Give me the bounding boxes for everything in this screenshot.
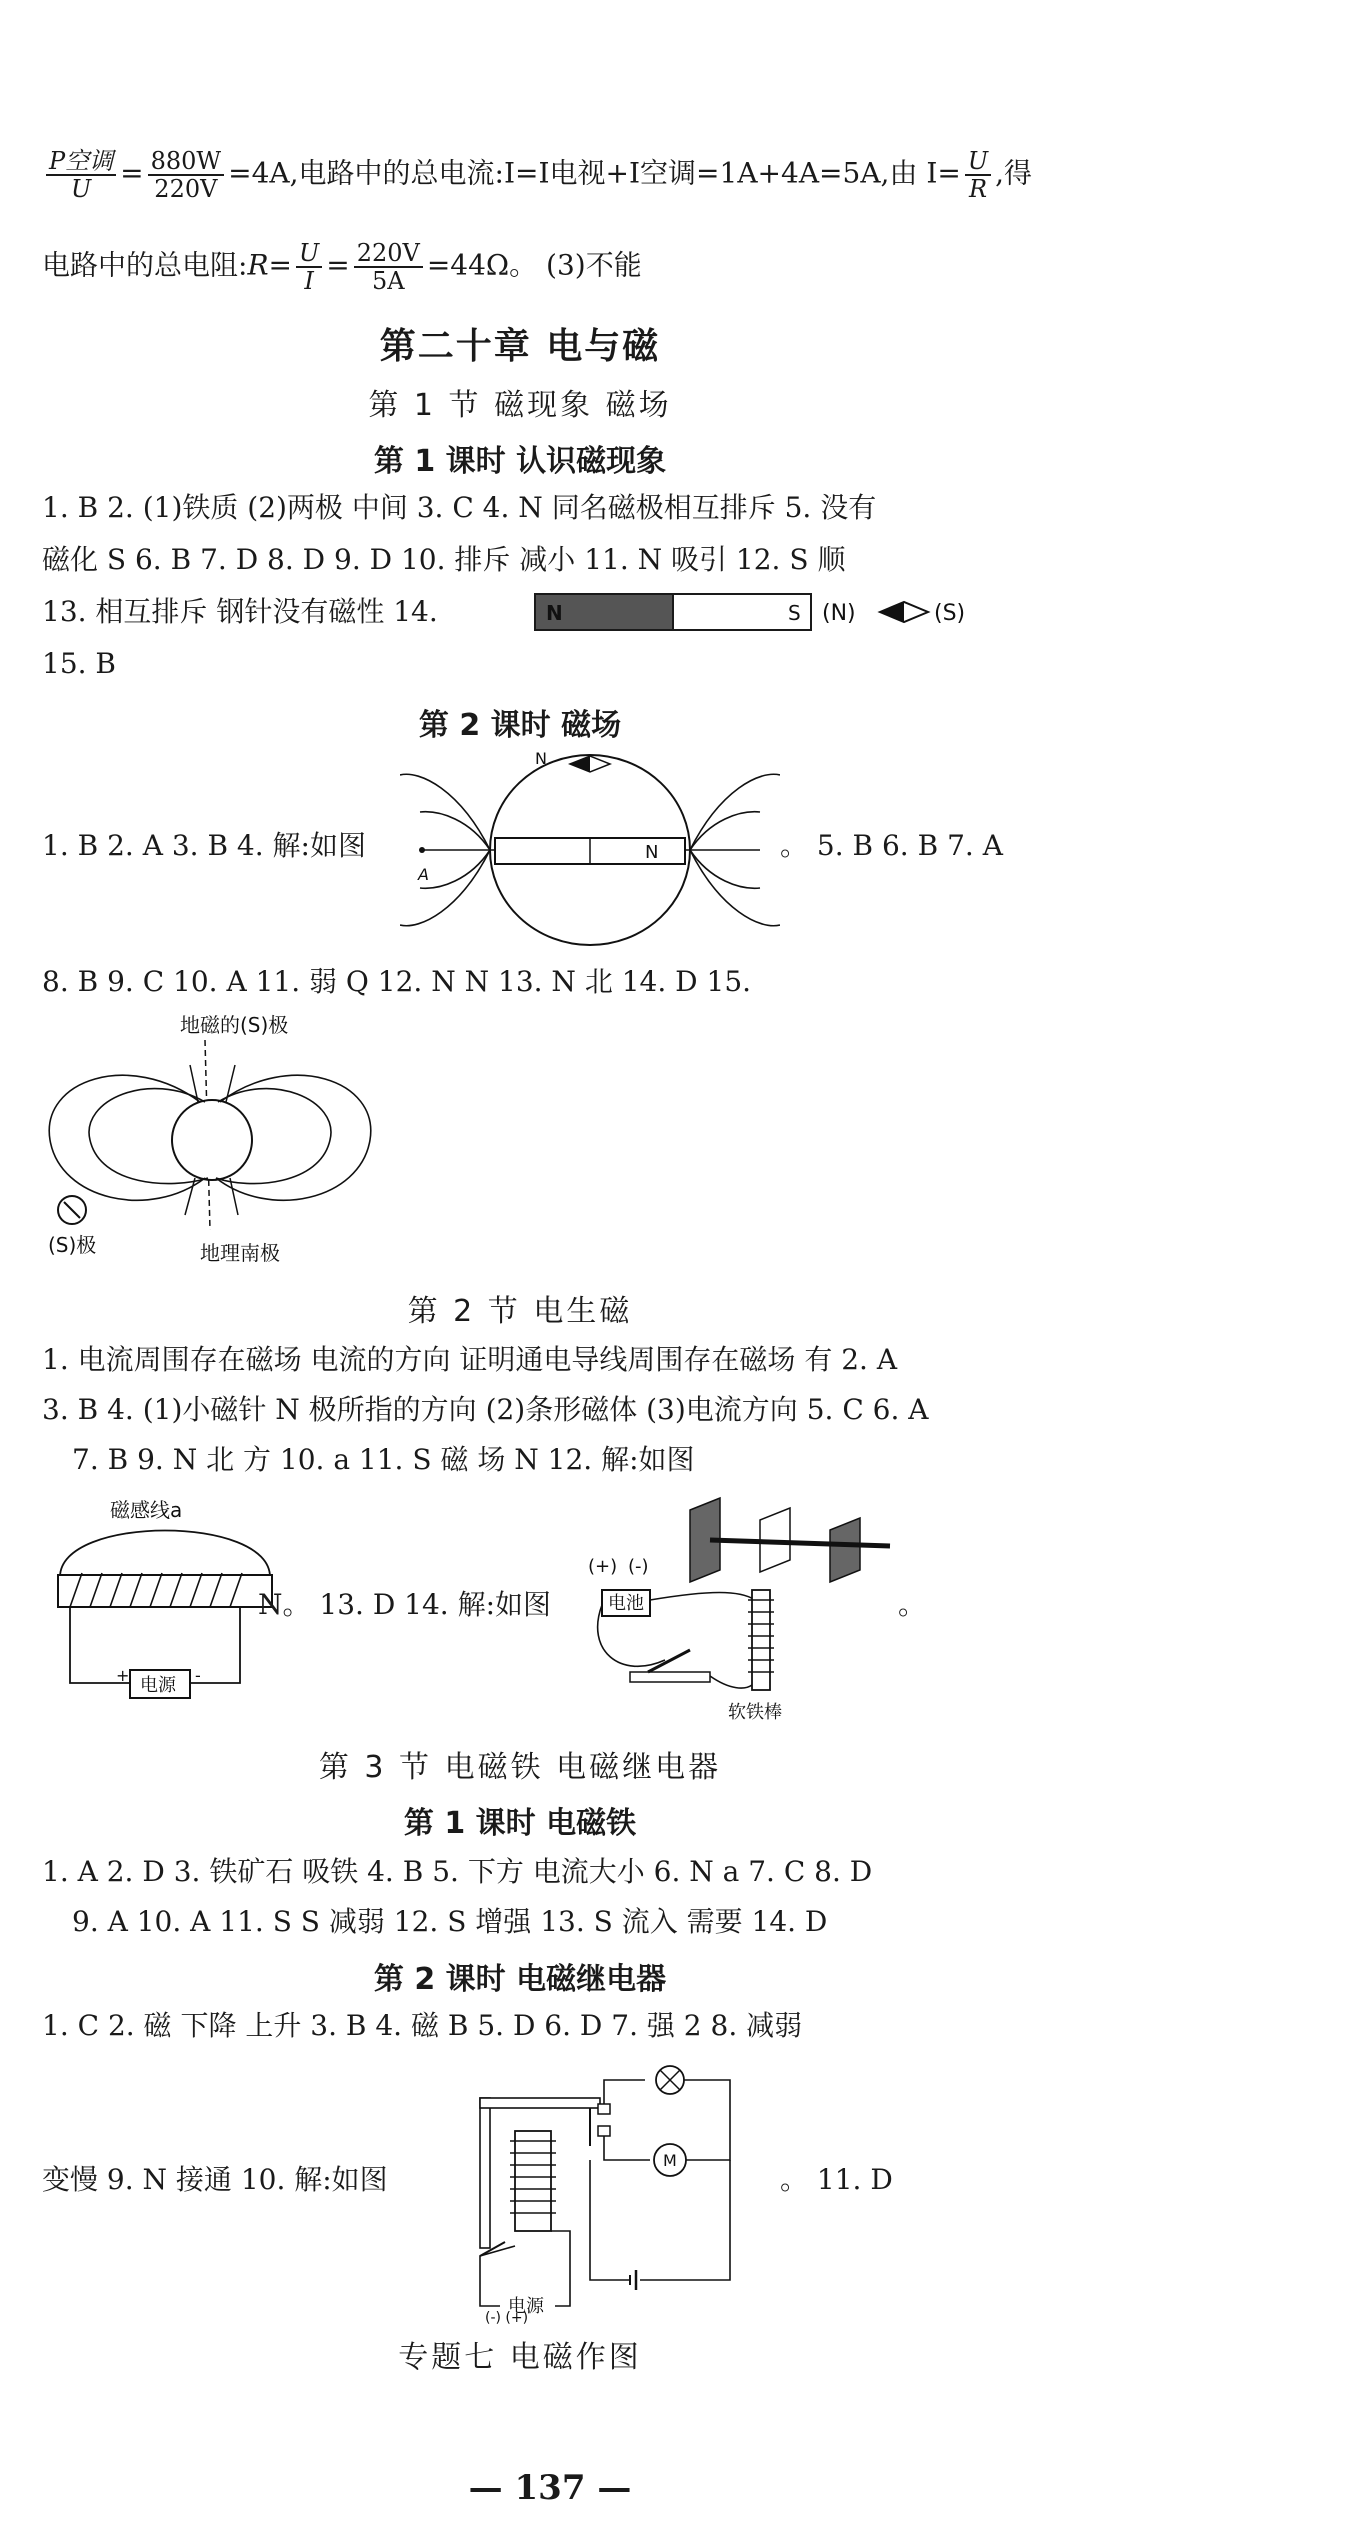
point-a-label: A: [418, 865, 429, 884]
s1l2-line-1-suffix: 。 5. B 6. B 7. A: [780, 829, 1003, 862]
switch-lever: [648, 1650, 690, 1672]
plus-label: +: [116, 1666, 130, 1685]
field-line-a: [60, 1531, 270, 1578]
earth-magnetic-field-figure: [40, 1010, 400, 1270]
relay-coil: [515, 2131, 551, 2231]
lesson-1-title: 第 1 课时 认识磁现象: [373, 444, 667, 479]
minus-label: -: [195, 1666, 201, 1685]
top-needle-n-label: N: [535, 750, 547, 768]
magnet-n-label: N: [546, 601, 563, 625]
formula-line-2: 电路中的总电阻:R= $\frac{U}{I}$ = $\frac{220V}{5A}$ =44Ω。 (3)不能: [42, 239, 642, 295]
magnet-s-label: S: [788, 601, 801, 625]
circuit-minus-label: (-): [628, 1556, 649, 1577]
s3l2-line-2-suffix: 。 11. D: [780, 2163, 893, 2196]
s3l2-line-2-prefix: 变慢 9. N 接通 10. 解:如图: [42, 2163, 388, 2196]
section-1-title: 第 1 节 磁现象 磁场: [368, 388, 672, 423]
fraction-u-over-r: $\frac{U}{R}$: [965, 148, 991, 202]
s1l1-line-1: 1. B 2. (1)铁质 (2)两极 中间 3. C 4. N 同名磁极相互排斥 5. 没有: [42, 491, 877, 524]
s3-lesson-2-title: 第 2 课时 电磁继电器: [373, 1962, 667, 1997]
topic-title: 专题七 电磁作图: [398, 2340, 642, 2375]
chapter-title: 第二十章 电与磁: [379, 326, 661, 367]
soft-iron-rod: [752, 1590, 770, 1690]
needle-s-label: (S): [934, 601, 966, 626]
relay-polarity-label: (-) (+): [485, 2310, 529, 2326]
s3-lesson-1-title: 第 1 课时 电磁铁: [403, 1806, 637, 1841]
s2-line-4-end: 。: [898, 1588, 927, 1621]
earth-globe: [172, 1100, 252, 1180]
section-2-title: 第 2 节 电生磁: [407, 1294, 633, 1329]
relay-power-label: 电源: [508, 2296, 544, 2317]
s1l1-line-4: 15. B: [42, 647, 117, 680]
geographic-south-label: 地理南极: [200, 1241, 280, 1265]
compass-needle-dark: [880, 602, 904, 622]
battery-label: 电池: [608, 1593, 644, 1614]
page-number: — 137 —: [468, 2468, 632, 2508]
geomagnetic-s-pole-label: 地磁的(S)极: [180, 1013, 289, 1037]
compass-s-pole-label: (S)极: [48, 1233, 97, 1257]
bar-magnet-figure: [530, 590, 1090, 634]
fraction-880-220: $\frac{880W}{220V}$: [148, 148, 224, 202]
s2-line-3: 7. B 9. N 北 方 10. a 11. S 磁 场 N 12. 解:如图: [72, 1443, 695, 1476]
s2-line-4-mid: N。 13. D 14. 解:如图: [258, 1588, 552, 1621]
s1l1-line-2: 磁化 S 6. B 7. D 8. D 9. D 10. 排斥 减小 11. N 吸引 12. S 顺: [42, 543, 846, 576]
field-line-label: 磁感线a: [110, 1498, 183, 1522]
relay-circuit-figure: [460, 2056, 790, 2326]
relay-frame: [480, 2098, 490, 2248]
motor-label: M: [663, 2151, 677, 2170]
lesson-2-title: 第 2 课时 磁场: [418, 708, 622, 743]
fraction-p-over-u: $\frac{\text{P空调}}{U}$: [46, 148, 116, 202]
electromagnet-circuit-figure: [580, 1490, 910, 1730]
s1l2-line-1-prefix: 1. B 2. A 3. B 4. 解:如图: [42, 829, 366, 862]
s2-line-1: 1. 电流周围存在磁场 电流的方向 证明通电导线周围存在磁场 有 2. A: [42, 1343, 898, 1376]
formula-line-1: $\frac{\text{P空调}}{U}$ = $\frac{880W}{220V}$ =4A,电路中的总电流:I=I电视+I空调=1A+4A=5A,由 I= $\frac{U}{R}$ ,得: [42, 148, 1032, 202]
magnet-n-pole-label: N: [645, 842, 659, 863]
circuit-plus-label: (+): [588, 1556, 618, 1577]
section-3-title: 第 3 节 电磁铁 电磁继电器: [318, 1750, 722, 1785]
power-source-label: 电源: [140, 1675, 176, 1696]
soft-iron-rod-label: 软铁棒: [728, 1702, 782, 1723]
fraction-220-5: $\frac{220V}{5A}$: [354, 240, 423, 294]
s3l2-line-1: 1. C 2. 磁 下降 上升 3. B 4. 磁 B 5. D 6. D 7. 强 2 8. 减弱: [42, 2009, 803, 2042]
fraction-u-over-i: $\frac{U}{I}$: [296, 240, 322, 294]
s3l1-line-1: 1. A 2. D 3. 铁矿石 吸铁 4. B 5. 下方 电流大小 6. N a 7. C 8. D: [42, 1855, 873, 1888]
s3l1-line-2: 9. A 10. A 11. S S 减弱 12. S 增强 13. S 流入 需要 14. D: [72, 1905, 828, 1938]
s1l1-line-3: 13. 相互排斥 钢针没有磁性 14.: [42, 595, 438, 628]
needle-n-label: (N): [822, 601, 856, 626]
point-a: [419, 847, 425, 853]
s2-line-2: 3. B 4. (1)小磁针 N 极所指的方向 (2)条形磁体 (3)电流方向 5. C 6. A: [42, 1393, 929, 1426]
switch-base: [630, 1672, 710, 1682]
magnetic-field-figure: [400, 750, 780, 950]
s1l2-line-2: 8. B 9. C 10. A 11. 弱 Q 12. N N 13. N 北 14. D 15.: [42, 965, 752, 998]
